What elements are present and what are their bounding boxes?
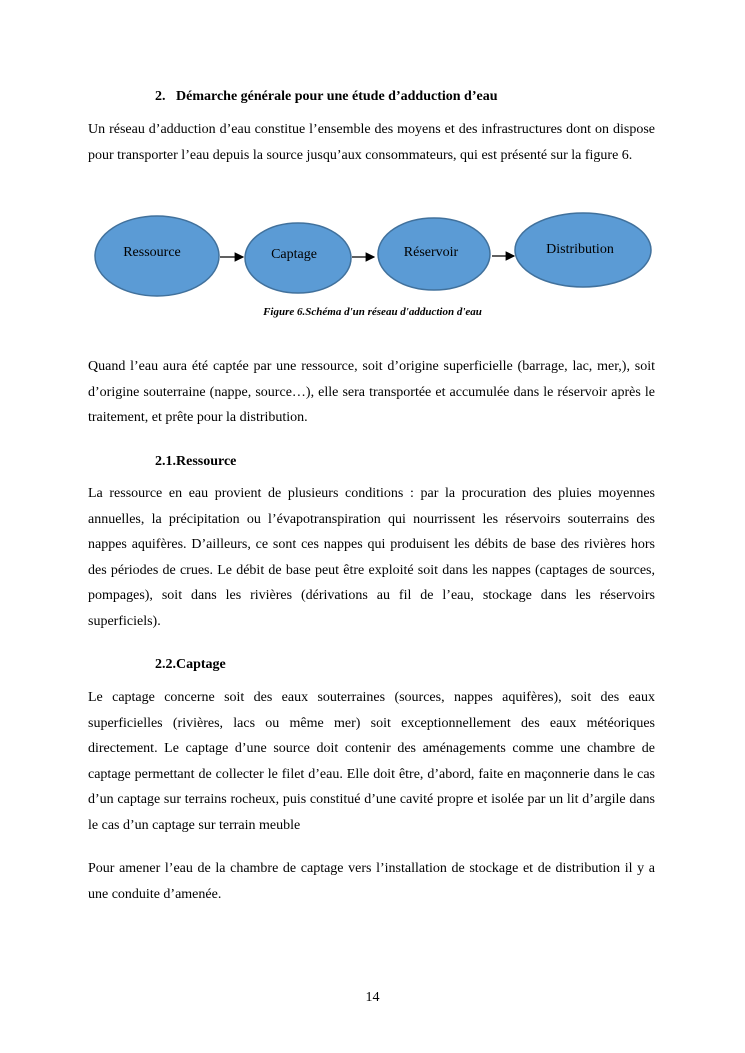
subsection-heading-ressource: 2.1.Ressource [155, 454, 237, 469]
ressource-paragraph: La ressource en eau provient de plusieurs conditions : par la procuration des pluies moyennes annuelles, la précipitation ou l’évapotranspiration qui nourrissent les réservoirs souterrains des nappes aquifères. D’ailleurs, ce sont ces nappes qui produisent les débits de base des rivières hors des périodes de crues. Le débit de base peut être exploité soit dans les nappes (captages de sources, pompages), soit dans les rivières (dérivations au fil de l’eau, stockage dans les réservoirs superficiels). [88, 486, 655, 629]
water-network-diagram [90, 210, 660, 300]
section-number: 2. [155, 89, 166, 104]
paragraph-after-figure: Quand l’eau aura été captée par une ressource, soit d’origine superficielle (barrage, lac, mer,), soit d’origine souterraine (nappe, source…), elle sera transportée et accumulée dans le réservoir après le traitement, et prête pour la distribution. [88, 359, 655, 425]
captage-paragraph-1: Le captage concerne soit des eaux souterraines (sources, nappes aquifères), soit des eaux superficielles (rivières, lacs ou même mer) soit exceptionnellement des eaux météoriques directement. Le captage d’une source doit contenir des aménagements comme une chambre de captage permettant de collecter le filet d’eau. Elle doit être, d’abord, faite en maçonnerie dans le cas d’un captage sur terrains rocheux, puis constitué d’une cavité propre et isolée par un lit d’argile dans le cas d’un captage sur terrain meuble [88, 690, 655, 833]
captage-label: Captage [271, 247, 317, 262]
page-number: 14 [365, 990, 380, 1005]
reservoir-label: Réservoir [403, 245, 459, 260]
section-title: Démarche générale pour une étude d’adduction d’eau [176, 89, 498, 104]
intro-paragraph: Un réseau d’adduction d’eau constitue l’ensemble des moyens et des infrastructures dont on dispose pour transporter l’eau depuis la source jusqu’aux consommateurs, qui est présenté sur la figure 6. [88, 122, 655, 163]
captage-paragraph-2: Pour amener l’eau de la chambre de captage vers l’installation de stockage et de distribution il y a une conduite d’amenée. [88, 861, 655, 902]
ressource-label: Ressource [123, 245, 181, 260]
figure-caption: Figure 6.Schéma d'un réseau d'adduction d'eau [263, 306, 482, 318]
section-heading [155, 89, 497, 105]
distribution-label: Distribution [546, 242, 614, 257]
subsection-heading-captage: 2.2.Captage [155, 657, 226, 672]
